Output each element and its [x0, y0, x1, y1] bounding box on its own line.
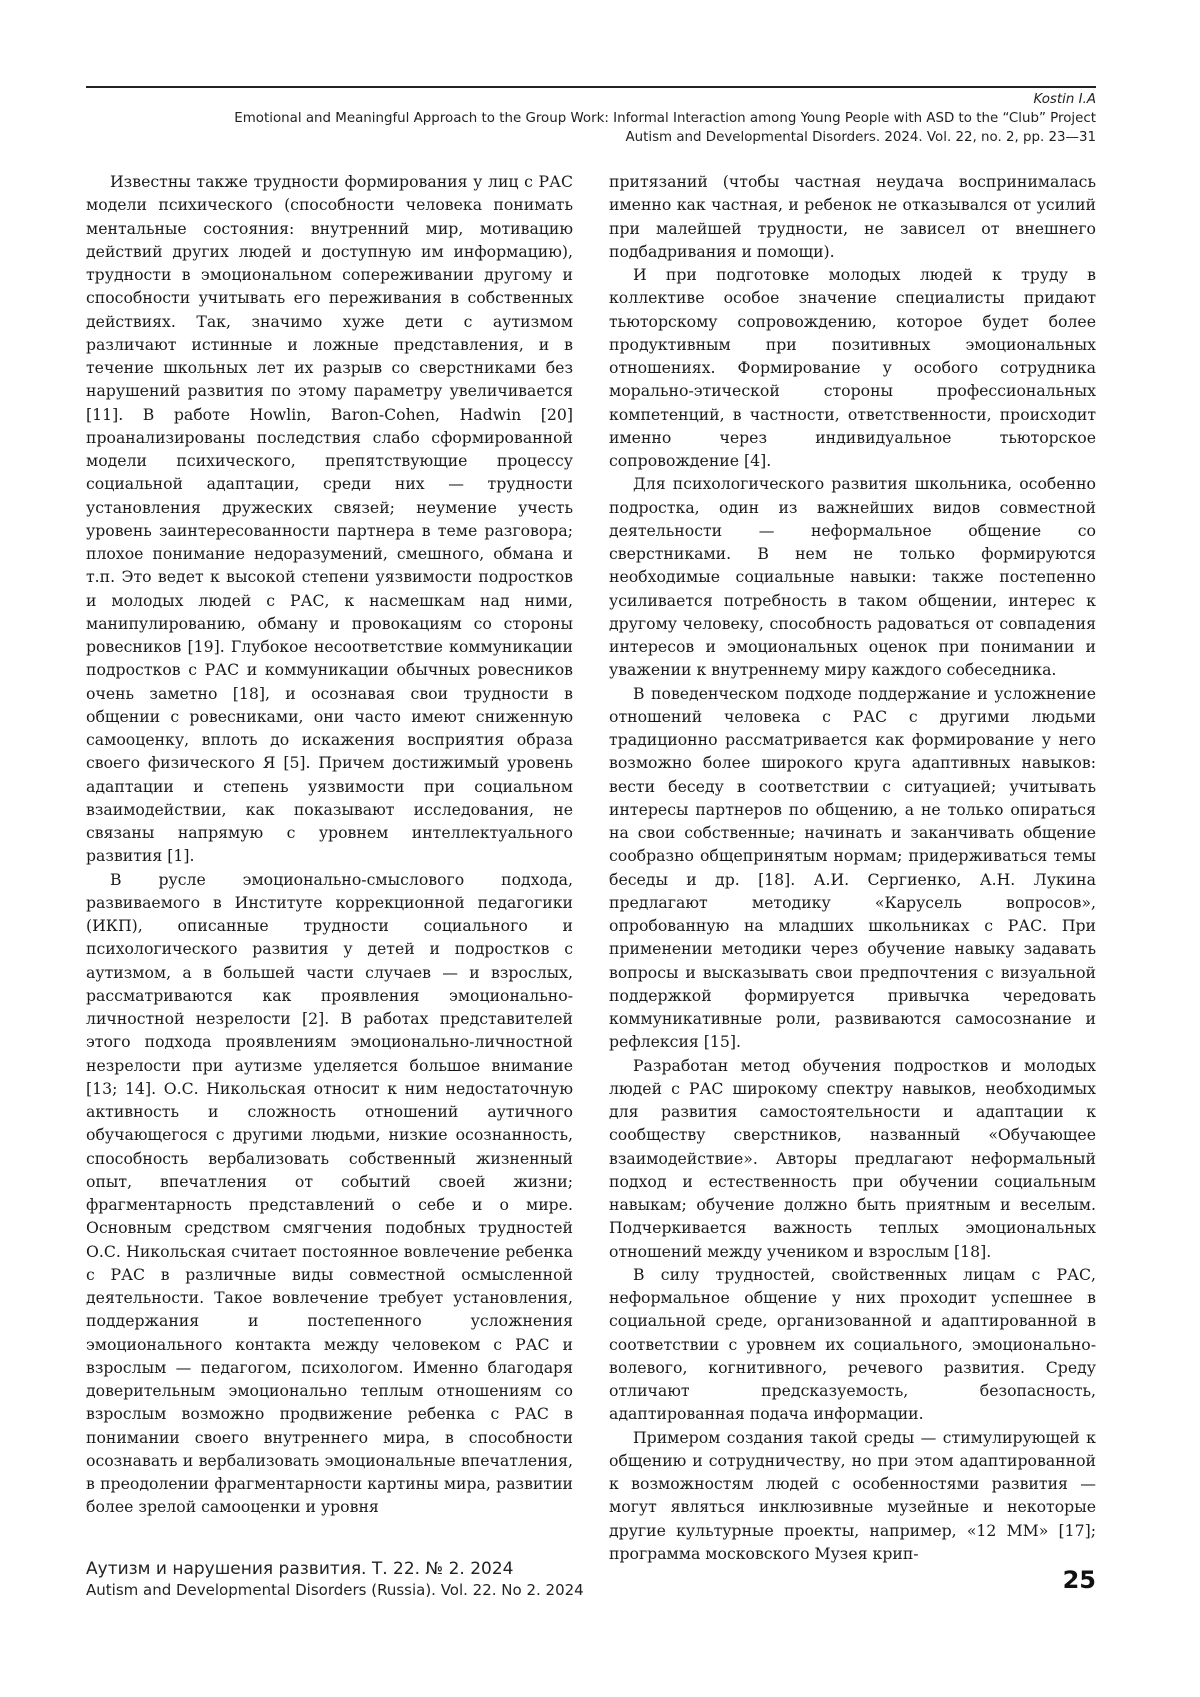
running-head-journal: Autism and Developmental Disorders. 2024. Vol. 22, no. 2, pp. 23—31	[625, 130, 1096, 145]
paragraph: В поведенческом подходе поддержание и усложнение отношений человека с РАС с другими людьми традиционно рассматривается как формирование у него возможно более широкого круга адаптивных навыков: вести беседу в соответствии с ситуацией; учитывать интересы партнеров по общению, а не только опираться на свои собственные; начинать и заканчивать общение сообразно общепринятым нормам; придерживаться темы беседы и др. [18]. А.И. Сергиенко, А.Н. Лукина предлагают методику «Карусель вопросов», опробованную на младших школьниках с РАС. При применении методики через обучение навыку задавать вопросы и высказывать свои предпочтения с визуальной поддержкой формируется привычка чередовать коммуникативные роли, развиваются самосознание и рефлексия [15].	[609, 683, 1096, 1052]
paragraph: В силу трудностей, свойственных лицам с РАС, неформальное общение у них проходит успешнее в социальной среде, организованной и адаптированной в соответствии с уровнем их социального, эмоционально-волевого, когнитивного, речевого развития. Среду отличают предсказуемость, безопасность, адаптированная подача информации.	[609, 1264, 1096, 1424]
paragraph-continuation: притязаний (чтобы частная неудача воспринималась именно как частная, и ребенок не отказывался от усилий при малейшей трудности, не зависел от внешнего подбадривания и помощи).	[609, 172, 1096, 261]
footer	[86, 1559, 584, 1600]
footer-journal-ru: Аутизм и нарушения развития. Т. 22. № 2. 2024	[86, 1559, 514, 1579]
running-head-title: Emotional and Meaningful Approach to the Group Work: Informal Interaction among Young People with ASD to the “Club” Project	[234, 111, 1096, 126]
right-column	[609, 170, 1096, 1565]
paragraph: Примером создания такой среды — стимулирующей к общению и сотрудничеству, но при этом адаптированной к возможностям людей с особенностями развития — могут являться инклюзивные музейные и некоторые другие культурные проекты, например, «12 ММ» [17]; программа московского Музея крип-	[609, 1427, 1096, 1563]
paragraph: Для психологического развития школьника, особенно подростка, один из важнейших видов совместной деятельности — неформальное общение со сверстниками. В нем не только формируются необходимые социальные навыки: также постепенно усиливается потребность в таком общении, интерес к другому человеку, способность радоваться от совпадения интересов и эмоциональных оценок при понимании и уважении к внутреннему миру каждого собеседника.	[609, 474, 1096, 680]
paragraph: В русле эмоционально-смыслового подхода, развиваемого в Институте коррекционной педагогики (ИКП), описанные трудности социального и психологического развития у детей и подростков с аутизмом, а в большей части случаев — и взрослых, рассматриваются как проявления эмоционально-личностной незрелости [2]. В работах представителей этого подхода проявлениям эмоционально-личностной незрелости при аутизме уделяется большое внимание [13; 14]. О.С. Никольская относит к ним недостаточную активность и сложность отношений аутичного обучающегося с другими людьми, низкие осознанность, способность вербализовать собственный жизненный опыт, впечатления от событий своей жизни; фрагментарность представлений о себе и о мире. Основным средством смягчения подобных трудностей О.С. Никольская считает постоянное вовлечение ребенка с РАС в различные виды совместной осмысленной деятельности. Такое вовлечение требует установления, поддержания и постепенного усложнения эмоционального контакта между человеком с РАС и взрослым — педагогом, психологом. Именно благодаря доверительным эмоционально теплым отношениям со взрослым возможно продвижение ребенка с РАС в понимании своего внутреннего мира, в способности осознавать и вербализовать эмоциональные впечатления, в преодолении фрагментарности картины мира, развитии более зрелой самооценки и уровня	[86, 869, 573, 1517]
left-column	[86, 170, 573, 1519]
footer-journal-en: Autism and Developmental Disorders (Russia). Vol. 22. No 2. 2024	[86, 1581, 584, 1599]
paragraph: Известны также трудности формирования у лиц с РАС модели психического (способности человека понимать ментальные состояния: внутренний мир, мотивацию действий других людей и доступную им информацию), трудности в эмоциональном сопереживании другому и способности учитывать его переживания в собственных действиях. Так, значимо хуже дети с аутизмом различают истинные и ложные представления, и в течение школьных лет их разрыв со сверстниками без нарушений развития по этому параметру увеличивается [11]. В работе Howlin, Baron-Cohen, Hadwin [20] проанализированы последствия слабо сформированной модели психического, препятствующие процессу социальной адаптации, среди них — трудности установления дружеских связей; неумение учесть уровень заинтересованности партнера в теме разговора; плохое понимание недоразумений, смешного, обмана и т.п. Это ведет к высокой степени уязвимости подростков и молодых людей с РАС, к насмешкам над ними, манипулированию, обману и провокациям со стороны ровесников [19]. Глубокое несоответствие коммуникации подростков с РАС и коммуникации обычных ровесников очень заметно [18], и осознавая свои трудности в общении с ровесниками, они часто имеют сниженную самооценку, вплоть до искажения восприятия образа своего физического Я [5]. Причем достижимый уровень адаптации и степень уязвимости при социальном взаимодействии, как показывают исследования, не связаны напрямую с уровнем интеллектуального развития [1].	[86, 172, 573, 866]
running-head	[86, 90, 1096, 147]
header-rule	[86, 86, 1096, 88]
paragraph: Разработан метод обучения подростков и молодых людей с РАС широкому спектру навыков, необходимых для развития самостоятельности и адаптации к сообществу сверстников, названный «Обучающее взаимодействие». Авторы предлагают неформальный подход и естественность при обучении социальным навыкам; обучение должно быть приятным и веселым. Подчеркивается важность теплых эмоциональных отношений между учеником и взрослым [18].	[609, 1055, 1096, 1261]
running-head-author: Kostin I.A	[1033, 92, 1096, 107]
paragraph: И при подготовке молодых людей к труду в коллективе особое значение специалисты придают тьюторскому сопровождению, которое будет более продуктивным при позитивных эмоциональных отношениях. Формирование у особого сотрудника морально-этической стороны профессиональных компетенций, в частности, ответственности, происходит именно через индивидуальное тьюторское сопровождение [4].	[609, 265, 1096, 470]
page-number: 25	[1062, 1566, 1096, 1594]
